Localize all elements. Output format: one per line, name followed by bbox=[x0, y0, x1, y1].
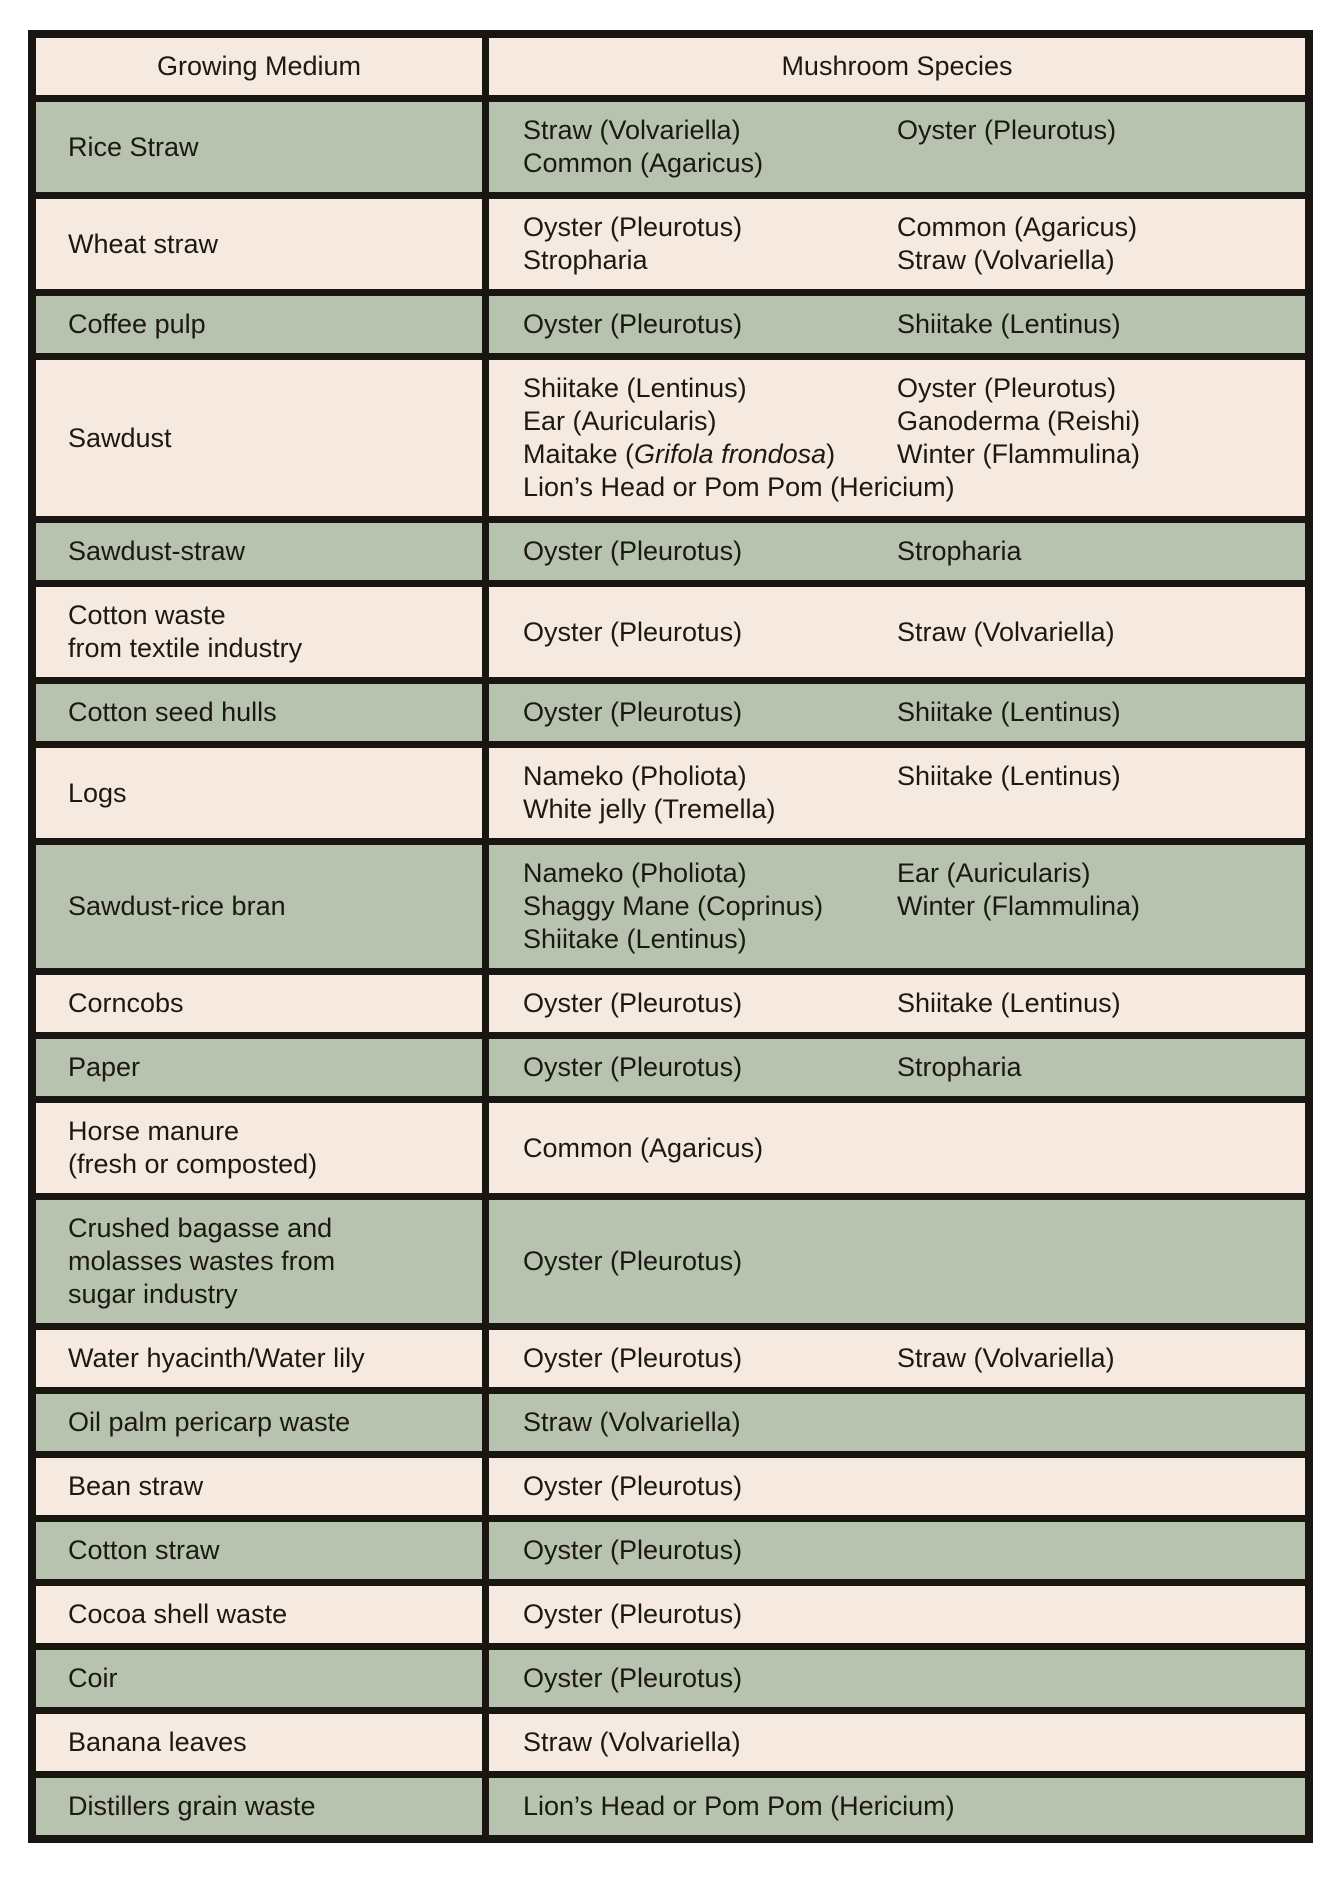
species-line: Shiitake (Lentinus) bbox=[897, 309, 1121, 339]
species-cell bbox=[489, 1103, 1305, 1193]
medium-line: Paper bbox=[68, 1052, 141, 1082]
species-line: Oyster (Pleurotus) bbox=[523, 1246, 743, 1276]
medium-cell bbox=[36, 1714, 482, 1771]
medium-line: Corncobs bbox=[68, 988, 184, 1018]
medium-line: Banana leaves bbox=[68, 1727, 247, 1757]
species-line: Oyster (Pleurotus) bbox=[523, 1599, 743, 1629]
species-cell bbox=[489, 1522, 1305, 1579]
species-left-list bbox=[523, 372, 955, 504]
species-line: Straw (Volvariella) bbox=[523, 1727, 741, 1757]
species-right-list bbox=[897, 760, 1295, 793]
medium-line: Sawdust-straw bbox=[68, 536, 246, 566]
species-line: Straw (Volvariella) bbox=[897, 245, 1115, 275]
medium-cell bbox=[36, 975, 482, 1032]
species-line: Nameko (Pholiota) bbox=[523, 858, 747, 888]
medium-cell bbox=[36, 199, 482, 289]
species-cell bbox=[489, 1586, 1305, 1643]
species-line: Winter (Flammulina) bbox=[897, 891, 1141, 921]
species-right-list bbox=[897, 1051, 1295, 1084]
species-line: Common (Agaricus) bbox=[523, 1132, 764, 1163]
medium-cell bbox=[36, 684, 482, 741]
species-left-list bbox=[523, 1598, 897, 1631]
species-left-list bbox=[523, 696, 897, 729]
species-left-list bbox=[523, 616, 897, 649]
species-left-list bbox=[523, 1132, 897, 1165]
species-cell bbox=[489, 360, 1305, 516]
species-line: Oyster (Pleurotus) bbox=[523, 697, 743, 727]
species-line: Winter (Flammulina) bbox=[897, 439, 1141, 469]
species-right-list bbox=[897, 308, 1295, 341]
medium-cell bbox=[36, 1522, 482, 1579]
species-left-list bbox=[523, 535, 897, 568]
header-growing-medium: Growing Medium bbox=[36, 38, 482, 95]
medium-cell bbox=[36, 1586, 482, 1643]
species-left-list bbox=[523, 1342, 897, 1375]
species-left-list bbox=[523, 1662, 897, 1695]
species-line: Oyster (Pleurotus) bbox=[897, 115, 1117, 145]
medium-cell bbox=[36, 102, 482, 192]
species-line: Oyster (Pleurotus) bbox=[523, 1052, 743, 1082]
species-cell bbox=[489, 587, 1305, 677]
species-cell bbox=[489, 523, 1305, 580]
species-right-list bbox=[897, 987, 1295, 1020]
medium-cell bbox=[36, 748, 482, 838]
medium-line: Water hyacinth/Water lily bbox=[68, 1343, 365, 1373]
species-line: Oyster (Pleurotus) bbox=[523, 1343, 743, 1373]
species-line: Oyster (Pleurotus) bbox=[523, 212, 743, 242]
medium-line: Sawdust bbox=[68, 422, 172, 453]
species-right-list bbox=[897, 1342, 1295, 1375]
species-line: Straw (Volvariella) bbox=[897, 616, 1115, 647]
species-line: Straw (Volvariella) bbox=[523, 1407, 741, 1437]
species-line: Oyster (Pleurotus) bbox=[523, 1471, 743, 1501]
medium-line: Crushed bagasse and bbox=[68, 1213, 333, 1243]
species-cell bbox=[489, 975, 1305, 1032]
species-cell bbox=[489, 1778, 1305, 1835]
species-cell bbox=[489, 1039, 1305, 1096]
species-line: Oyster (Pleurotus) bbox=[897, 373, 1117, 403]
species-left-list bbox=[523, 308, 897, 341]
species-line: Ear (Auricularis) bbox=[897, 858, 1091, 888]
species-line: Shiitake (Lentinus) bbox=[523, 924, 747, 954]
species-line: Nameko (Pholiota) bbox=[523, 761, 747, 791]
species-left-list bbox=[523, 1245, 897, 1278]
medium-cell bbox=[36, 1650, 482, 1707]
species-line: Stropharia bbox=[523, 245, 648, 275]
medium-line: from textile industry bbox=[68, 633, 303, 663]
species-cell bbox=[489, 1330, 1305, 1387]
medium-cell bbox=[36, 1330, 482, 1387]
medium-cell bbox=[36, 1458, 482, 1515]
species-line: Stropharia bbox=[897, 536, 1022, 566]
species-cell bbox=[489, 1200, 1305, 1323]
species-line: Oyster (Pleurotus) bbox=[523, 536, 743, 566]
species-cell bbox=[489, 1714, 1305, 1771]
species-left-list bbox=[523, 1726, 897, 1759]
medium-cell bbox=[36, 360, 482, 516]
medium-cell bbox=[36, 523, 482, 580]
species-cell bbox=[489, 296, 1305, 353]
species-line: Straw (Volvariella) bbox=[897, 1343, 1115, 1373]
medium-line: sugar industry bbox=[68, 1279, 238, 1309]
species-line: Maitake (Grifola frondosa) bbox=[523, 439, 836, 469]
medium-line: Oil palm pericarp waste bbox=[68, 1407, 351, 1437]
growing-medium-table bbox=[28, 30, 1313, 1843]
species-line: Shaggy Mane (Coprinus) bbox=[523, 891, 824, 921]
species-right-list bbox=[897, 211, 1295, 277]
species-cell bbox=[489, 748, 1305, 838]
medium-cell bbox=[36, 1778, 482, 1835]
species-line: Straw (Volvariella) bbox=[523, 115, 741, 145]
species-line: White jelly (Tremella) bbox=[523, 794, 776, 824]
medium-line: Cotton straw bbox=[68, 1535, 220, 1565]
species-line: Shiitake (Lentinus) bbox=[897, 988, 1121, 1018]
medium-line: Horse manure bbox=[68, 1116, 240, 1146]
medium-line: Rice Straw bbox=[68, 131, 199, 162]
species-left-list bbox=[523, 114, 897, 180]
species-right-list bbox=[897, 616, 1295, 649]
species-right-list bbox=[897, 535, 1295, 568]
species-right-list bbox=[897, 372, 1295, 471]
species-right-list bbox=[897, 114, 1295, 147]
species-left-list bbox=[523, 1534, 897, 1567]
species-line: Stropharia bbox=[897, 1052, 1022, 1082]
medium-cell bbox=[36, 1394, 482, 1451]
species-left-list bbox=[523, 1790, 955, 1823]
medium-cell bbox=[36, 1200, 482, 1323]
medium-line: Cocoa shell waste bbox=[68, 1599, 288, 1629]
species-right-list bbox=[897, 857, 1295, 923]
medium-line: molasses wastes from bbox=[68, 1246, 336, 1276]
species-cell bbox=[489, 1650, 1305, 1707]
species-cell bbox=[489, 1458, 1305, 1515]
species-line: Oyster (Pleurotus) bbox=[523, 309, 743, 339]
species-line: Common (Agaricus) bbox=[523, 148, 764, 178]
medium-line: Wheat straw bbox=[68, 228, 219, 259]
medium-line: Sawdust-rice bran bbox=[68, 891, 286, 921]
species-line: Ganoderma (Reishi) bbox=[897, 406, 1141, 436]
species-line: Common (Agaricus) bbox=[897, 212, 1138, 242]
species-cell bbox=[489, 199, 1305, 289]
medium-line: Cotton waste bbox=[68, 600, 226, 630]
medium-cell bbox=[36, 296, 482, 353]
species-cell bbox=[489, 1394, 1305, 1451]
species-line: Shiitake (Lentinus) bbox=[897, 761, 1121, 791]
medium-cell bbox=[36, 1039, 482, 1096]
medium-line: Bean straw bbox=[68, 1471, 204, 1501]
medium-line: Cotton seed hulls bbox=[68, 697, 277, 727]
species-line: Oyster (Pleurotus) bbox=[523, 988, 743, 1018]
medium-line: Coir bbox=[68, 1663, 118, 1693]
species-left-list bbox=[523, 1051, 897, 1084]
species-left-list bbox=[523, 1470, 897, 1503]
medium-cell bbox=[36, 587, 482, 677]
medium-line: (fresh or composted) bbox=[68, 1149, 318, 1179]
species-left-list bbox=[523, 760, 897, 826]
species-cell bbox=[489, 845, 1305, 968]
medium-line: Coffee pulp bbox=[68, 309, 206, 339]
medium-line: Logs bbox=[68, 777, 127, 808]
species-left-list bbox=[523, 857, 897, 956]
species-left-list bbox=[523, 211, 897, 277]
species-line: Lion’s Head or Pom Pom (Hericium) bbox=[523, 1791, 955, 1821]
species-cell bbox=[489, 102, 1305, 192]
medium-cell bbox=[36, 1103, 482, 1193]
species-right-list bbox=[897, 696, 1295, 729]
species-left-list bbox=[523, 1406, 897, 1439]
species-left-list bbox=[523, 987, 897, 1020]
medium-line: Distillers grain waste bbox=[68, 1791, 316, 1821]
species-line: Oyster (Pleurotus) bbox=[523, 1535, 743, 1565]
species-line: Shiitake (Lentinus) bbox=[897, 697, 1121, 727]
header-mushroom-species: Mushroom Species bbox=[489, 38, 1305, 95]
medium-cell bbox=[36, 845, 482, 968]
species-line: Oyster (Pleurotus) bbox=[523, 1663, 743, 1693]
species-line: Oyster (Pleurotus) bbox=[523, 616, 743, 647]
species-line: Shiitake (Lentinus) bbox=[523, 373, 747, 403]
species-cell bbox=[489, 684, 1305, 741]
species-line: Lion’s Head or Pom Pom (Hericium) bbox=[523, 472, 955, 502]
species-line: Ear (Auricularis) bbox=[523, 406, 717, 436]
